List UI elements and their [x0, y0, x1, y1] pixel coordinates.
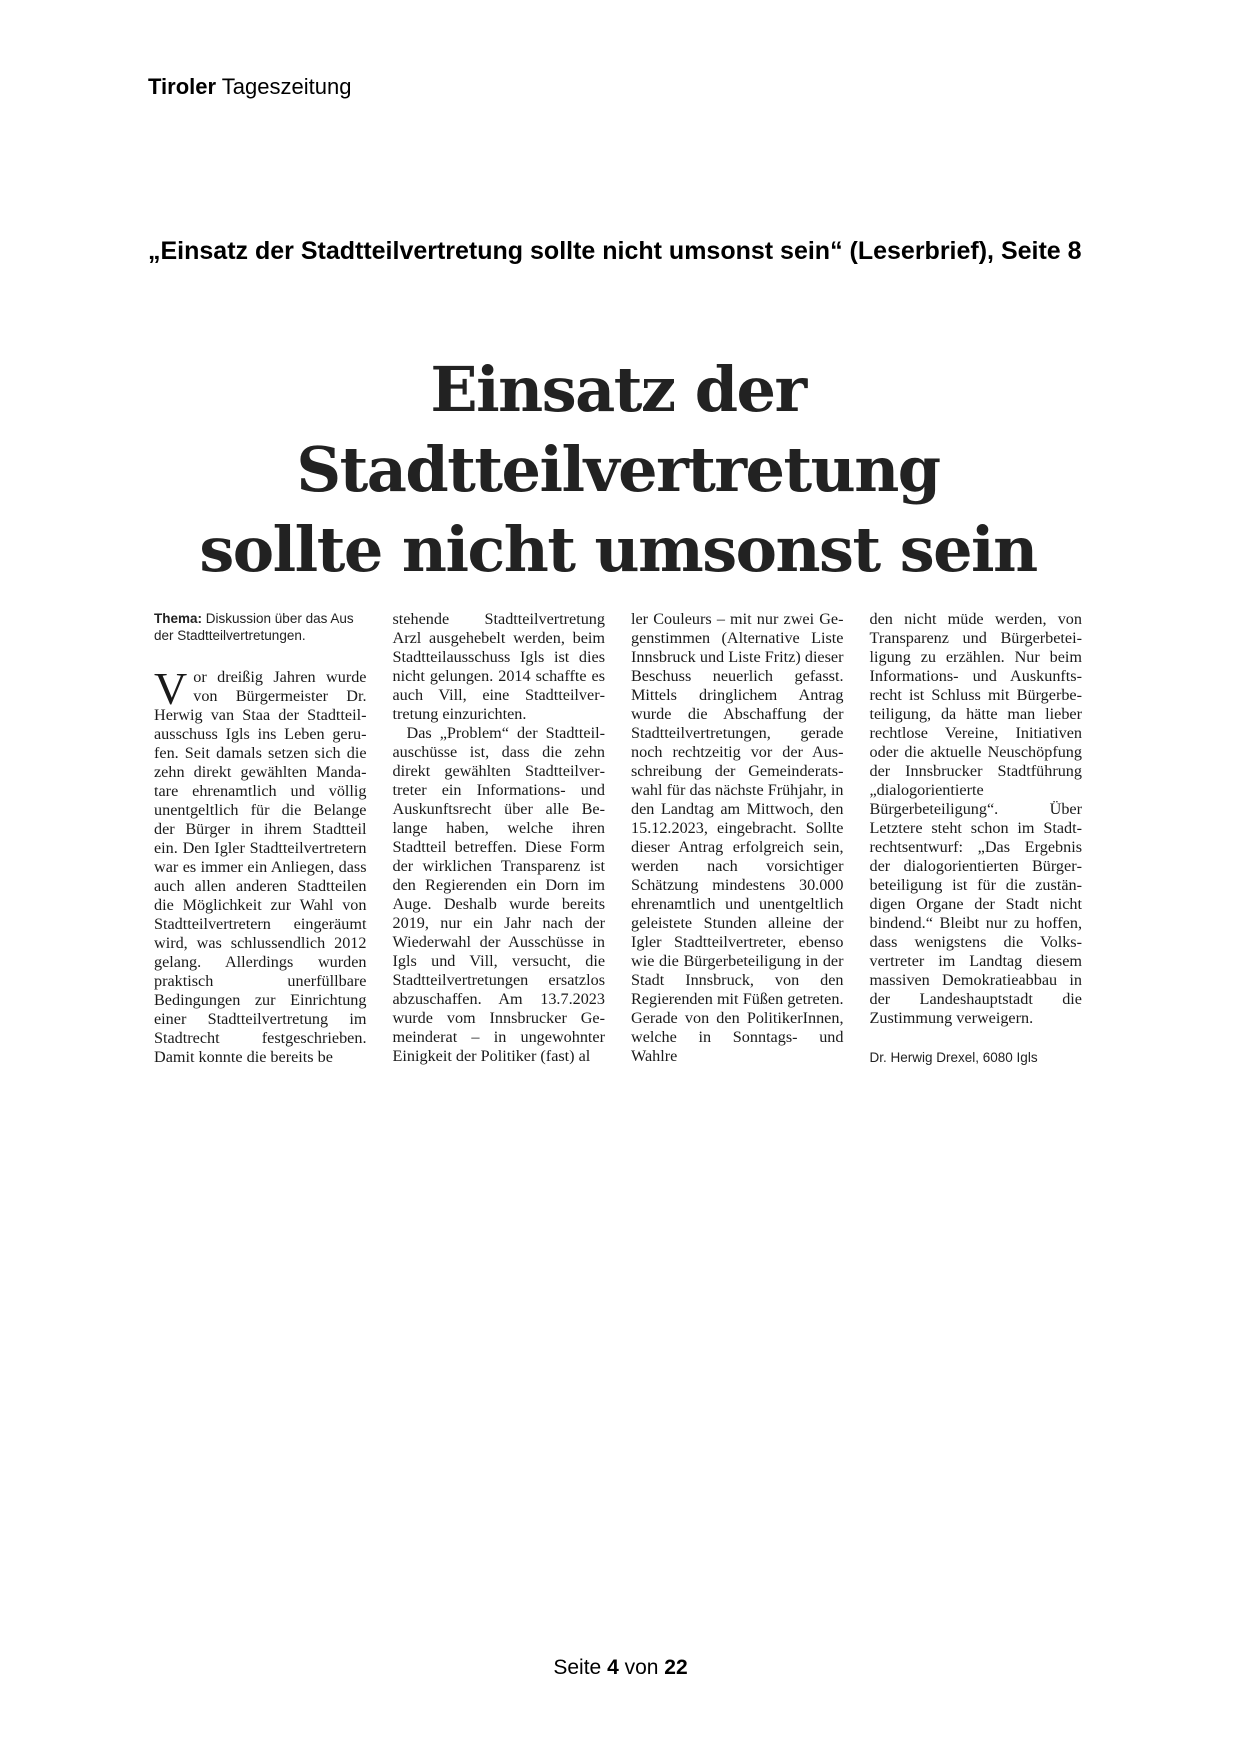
- headline-line-1: Einsatz der Stadtteilvertretung: [296, 353, 940, 506]
- column-1-text: or dreißig Jahren wurde von Bürgermeister Dr. Herwig van Staa der Stadtteilausschuss Igls ins Leben gerufen. Seit damals setzen sich die zehn direkt gewählten Mandatare ehrenamtlich und völlig unentgeltlich für die Belange der Bürger in ihrem Stadtteil ein. Den Igler Stadtteilvertretern war es immer ein Anliegen, dass auch allen anderen Stadtteilen die Möglichkeit zur Wahl von Stadtteilvertretern eingeräumt wird, was schlussendlich 2012 gelang. Allerdings wurden praktisch unerfüllbare Bedingungen zur Einrichtung einer Stadtteilvertretung im Stadtrecht festgeschrieben. Damit konnte die bereits be: [154, 668, 367, 1066]
- column-2-paragraph-2: Das „Problem“ der Stadtteilauschüsse ist, dass die zehn direkt gewählten Stadtteilvertreter ein Informations- und Auskunftsrecht über alle Belange haben, welche ihren Stadtteil betreffen. Diese Form der wirklichen Transparenz ist den Regierenden ein Dorn im Auge. Deshalb wurde bereits 2019, nur ein Jahr nach der Wiederwahl der Ausschüsse in Igls und Vill, versucht, die Stadtteilvertretungen ersatzlos abzuschaffen. Am 13.7.2023 wurde vom Innsbrucker Gemeinderat – in ungewohnter Einigkeit der Politiker (fast) al: [392, 724, 605, 1065]
- article-columns: [148, 610, 1088, 1067]
- article-column-1: [154, 610, 367, 1067]
- column-3-text: ler Couleurs – mit nur zwei Gegenstimmen (Alternative Liste Innsbruck und Liste Fritz) dieser Beschuss neuerlich gefasst. Mittels dringlichem Antrag wurde die Abschaffung der Stadtteilvertretungen, gerade noch rechtzeitig vor der Ausschreibung der Gemeinderatswahl für das nächste Frühjahr, in den Landtag am Mittwoch, den 15.12.2023, eingebracht. Sollte dieser Antrag erfolgreich sein, werden nach vorsichtiger Schätzung mindestens 30.000 ehrenamtlich und unentgeltlich geleistete Stunden alleine der Igler Stadtteilvertreter, ebenso wie die Bürgerbeteiligung in der Stadt Innsbruck, von den Regierenden mit Füßen getreten. Gerade von den PolitikerInnen, welche in Sonntags- und Wahlre: [631, 610, 844, 1065]
- document-title: „Einsatz der Stadtteilvertretung sollte nicht umsonst sein“ (Leserbrief), Seite 8: [148, 237, 1082, 265]
- headline-line-2: sollte nicht umsonst sein: [199, 513, 1037, 586]
- thema-text: Diskussion über das Aus der Stadtteilvertretungen.: [154, 611, 354, 643]
- footer-page-number: 4: [607, 1656, 619, 1679]
- column-2-paragraph-1: stehende Stadtteilvertretung Arzl ausgehebelt werden, beim Stadtteilausschuss Igls ist dies nicht gelungen. 2014 schaffte es auch Vill, eine Stadtteilvertretung einzurichten.: [392, 610, 605, 723]
- drop-cap: V: [154, 663, 188, 714]
- footer-prefix: Seite: [553, 1656, 602, 1679]
- thema-line: [154, 610, 367, 644]
- publication-name-bold: Tiroler: [148, 74, 217, 99]
- author-signature: Dr. Herwig Drexel, 6080 Igls: [869, 1050, 1038, 1065]
- column-4-text: den nicht müde werden, von Transparenz und Bürgerbeteiligung zu erzählen. Nur beim Informations- und Auskunftsrecht ist Schluss mit Bürgerbeteiligung, da hätte man lieber rechtlose Vereine, Initiativen oder die aktuelle Neuschöpfung der Innsbrucker Stadtführung „dialogorientierte Bürgerbeteiligung“. Über Letztere steht schon im Stadtrechtsentwurf: „Das Ergebnis der dialogorientierten Bürgerbeteiligung ist für die zuständigen Organe der Stadt nicht bindend.“ Bleibt nur zu hoffen, dass wenigstens die Volksvertreter im Landtag diesem massiven Demokratieabbau in der Landeshauptstadt die Zustimmung verweigern.: [869, 610, 1082, 1027]
- publication-name-rest: Tageszeitung: [221, 74, 352, 99]
- article-headline: [148, 350, 1088, 590]
- footer-middle: von: [624, 1656, 659, 1679]
- article-column-3: [631, 610, 844, 1067]
- page-footer: [0, 1656, 1241, 1680]
- footer-page-total: 22: [664, 1656, 688, 1679]
- thema-label: Thema:: [154, 611, 203, 626]
- article-column-2: [393, 610, 606, 1067]
- newspaper-clipping: [148, 350, 1088, 1067]
- publication-name: [148, 74, 351, 100]
- article-paragraph: [154, 663, 367, 1067]
- article-column-4: [870, 610, 1083, 1067]
